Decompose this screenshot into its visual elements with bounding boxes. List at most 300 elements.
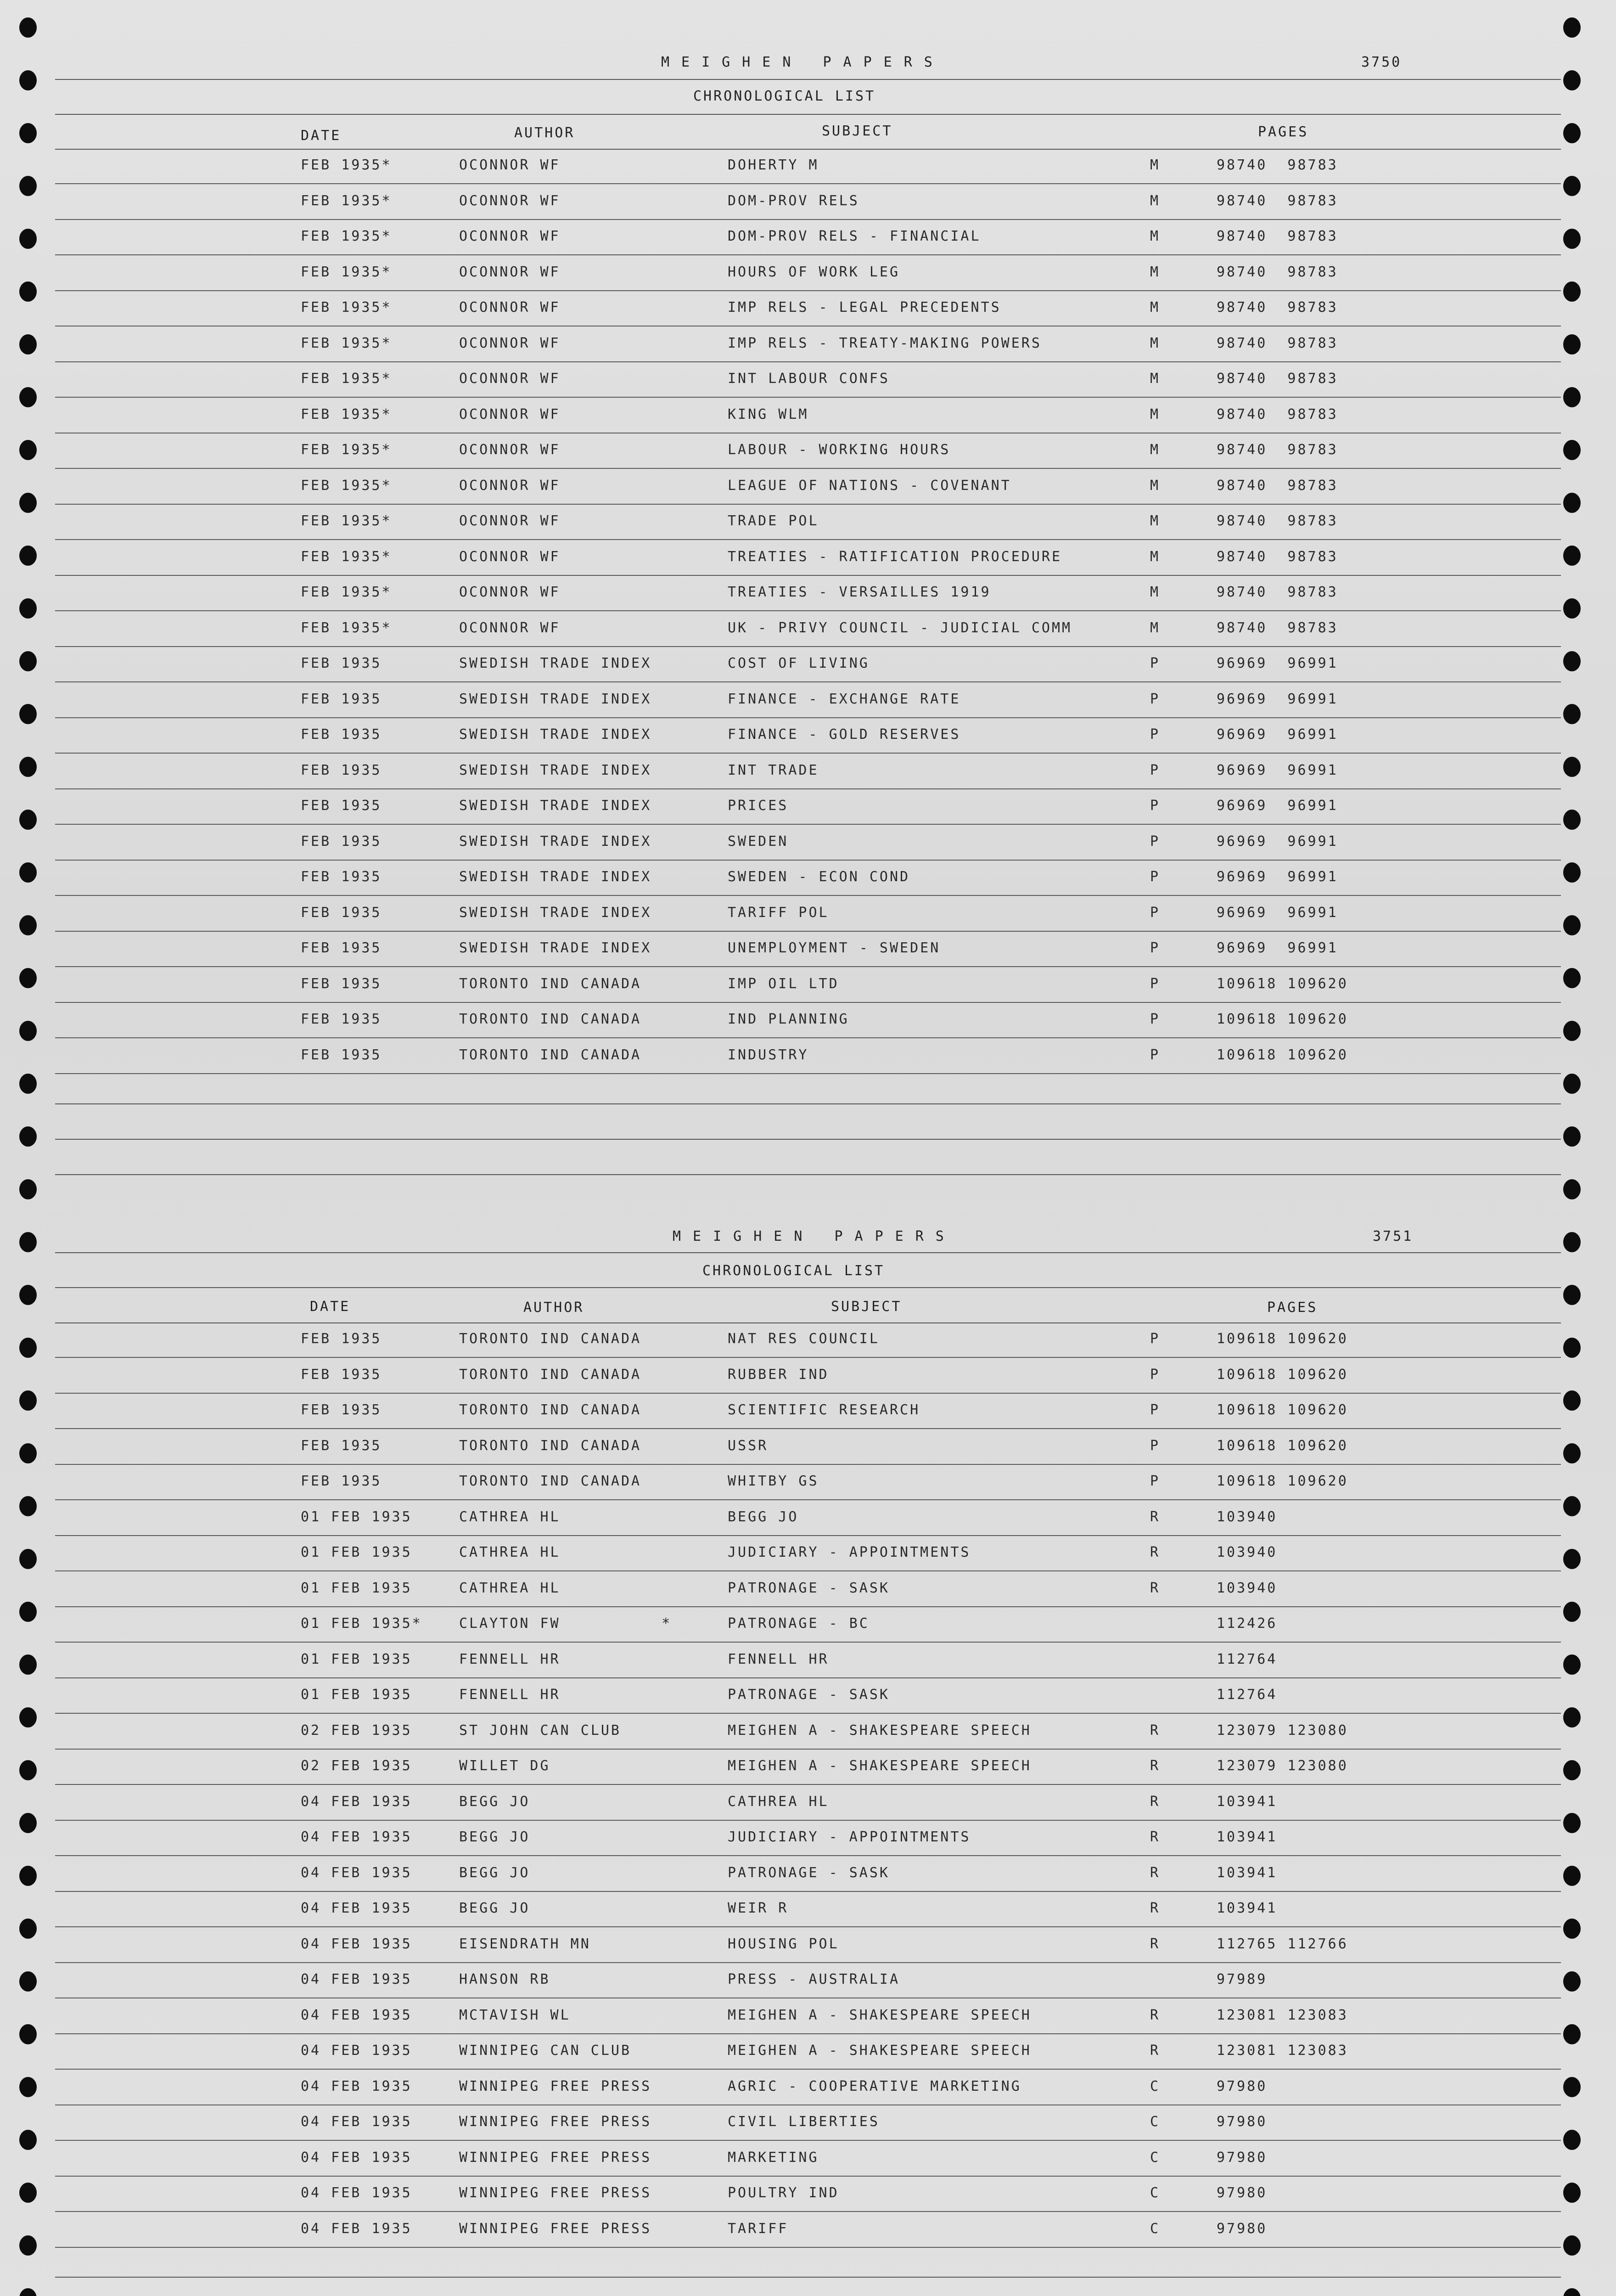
entry-date: FEB 1935 — [301, 833, 382, 850]
table-row — [55, 1999, 1561, 2034]
feed-hole — [1563, 2235, 1581, 2256]
table-row — [55, 2177, 1561, 2212]
rule-line — [55, 1287, 1561, 1288]
page-number: 3750 — [1361, 54, 1402, 70]
entry-pages: 103941 — [1217, 1900, 1278, 1916]
header-date: DATE — [310, 1299, 351, 1315]
entry-date: FEB 1935 — [301, 655, 382, 671]
entry-author: WINNIPEG FREE PRESS — [459, 2220, 652, 2237]
entry-subject: DOM-PROV RELS - FINANCIAL — [728, 228, 981, 244]
entry-subject: TRADE POL — [728, 513, 819, 529]
feed-hole — [19, 1285, 37, 1305]
entry-date: FEB 1935 — [301, 798, 382, 814]
entry-pages: 98740 98783 — [1217, 299, 1338, 315]
entry-date: FEB 1935* — [301, 299, 392, 315]
feed-hole — [19, 1602, 37, 1622]
feed-hole — [19, 862, 37, 883]
header-author: AUTHOR — [523, 1300, 584, 1316]
feed-hole — [1563, 757, 1581, 777]
feed-hole — [19, 546, 37, 566]
entry-date: FEB 1935 — [301, 1366, 382, 1383]
entry-subject: INDUSTRY — [728, 1047, 809, 1063]
entry-author: WINNIPEG FREE PRESS — [459, 2114, 652, 2130]
entry-code: P — [1150, 975, 1161, 992]
feed-hole — [1563, 1602, 1581, 1622]
feed-hole — [1563, 70, 1581, 90]
header-date: DATE — [301, 128, 342, 144]
entry-author: OCONNOR WF — [459, 442, 561, 458]
feed-hole — [1563, 1654, 1581, 1675]
entry-pages: 109618 109620 — [1217, 1473, 1348, 1489]
entry-author: WINNIPEG FREE PRESS — [459, 2149, 652, 2166]
feed-hole — [19, 1866, 37, 1886]
feed-hole — [19, 1443, 37, 1463]
entry-pages: 98740 98783 — [1217, 619, 1338, 636]
entry-subject: PATRONAGE - BC — [728, 1615, 870, 1632]
entry-subject: TARIFF — [728, 2220, 789, 2237]
entry-date: 01 FEB 1935 — [301, 1687, 412, 1703]
entry-code: P — [1150, 655, 1161, 671]
entry-subject: FENNELL HR — [728, 1651, 829, 1667]
table-row — [55, 1465, 1561, 1500]
table-row — [55, 1928, 1561, 1963]
entry-subject: LABOUR - WORKING HOURS — [728, 442, 951, 458]
entry-subject: IMP RELS - TREATY-MAKING POWERS — [728, 335, 1042, 351]
feed-hole — [19, 2130, 37, 2150]
table-row — [55, 1003, 1561, 1038]
entry-author: BEGG JO — [459, 1793, 530, 1810]
feed-hole — [1563, 546, 1581, 566]
page-title: MEIGHEN PAPERS — [673, 1228, 956, 1244]
entry-author: OCONNOR WF — [459, 513, 561, 529]
table-row — [55, 896, 1561, 932]
table-row — [55, 2105, 1561, 2141]
table-row — [55, 932, 1561, 967]
table-row — [55, 683, 1561, 718]
entry-pages: 123079 123080 — [1217, 1722, 1348, 1739]
feed-hole — [1563, 176, 1581, 196]
entry-pages: 98740 98783 — [1217, 513, 1338, 529]
entry-subject: TREATIES - RATIFICATION PROCEDURE — [728, 548, 1062, 565]
entry-code: P — [1150, 1047, 1161, 1063]
entry-date: 01 FEB 1935 — [301, 1544, 412, 1560]
feed-hole — [19, 2024, 37, 2044]
entry-subject: MEIGHEN A - SHAKESPEARE SPEECH — [728, 2007, 1032, 2023]
feed-hole — [1563, 651, 1581, 671]
table-row — [55, 968, 1561, 1003]
entry-code: M — [1150, 228, 1161, 244]
entry-author: SWEDISH TRADE INDEX — [459, 726, 652, 743]
entry-subject: JUDICIARY - APPOINTMENTS — [728, 1829, 971, 1845]
entry-date: 02 FEB 1935 — [301, 1758, 412, 1774]
entry-code: C — [1150, 2078, 1161, 2094]
feed-hole — [1563, 387, 1581, 407]
feed-hole — [1563, 1021, 1581, 1041]
rule-line — [55, 114, 1561, 115]
entry-subject: POULTRY IND — [728, 2185, 839, 2201]
entry-author: HANSON RB — [459, 1971, 550, 1987]
entry-author: OCONNOR WF — [459, 477, 561, 494]
table-row — [55, 1821, 1561, 1856]
entry-code: M — [1150, 584, 1161, 600]
feed-hole — [19, 229, 37, 249]
table-row — [55, 718, 1561, 754]
entry-date: FEB 1935 — [301, 691, 382, 707]
header-pages: PAGES — [1258, 124, 1309, 140]
entry-author: WILLET DG — [459, 1758, 550, 1774]
entry-date: FEB 1935 — [301, 869, 382, 885]
entry-code: C — [1150, 2149, 1161, 2166]
feed-hole — [19, 1496, 37, 1516]
entry-code: M — [1150, 371, 1161, 387]
entry-pages: 96969 96991 — [1217, 655, 1338, 671]
entry-date: FEB 1935* — [301, 477, 392, 494]
entry-author: OCONNOR WF — [459, 619, 561, 636]
entry-date: FEB 1935 — [301, 1331, 382, 1347]
entry-author: ST JOHN CAN CLUB — [459, 1722, 621, 1739]
feed-hole — [1563, 1760, 1581, 1780]
table-row — [55, 1536, 1561, 1571]
entry-date: 04 FEB 1935 — [301, 1793, 412, 1810]
entry-pages: 109618 109620 — [1217, 1047, 1348, 1063]
entry-pages: 96969 96991 — [1217, 869, 1338, 885]
feed-hole — [19, 651, 37, 671]
entry-date: FEB 1935* — [301, 157, 392, 173]
table-row — [55, 2070, 1561, 2105]
entry-subject: TREATIES - VERSAILLES 1919 — [728, 584, 991, 600]
rule-line — [55, 2247, 1561, 2248]
entry-subject: USSR — [728, 1437, 769, 1454]
feed-hole — [19, 915, 37, 935]
entry-pages: 103940 — [1217, 1580, 1278, 1596]
entry-code: M — [1150, 513, 1161, 529]
entry-subject: MARKETING — [728, 2149, 819, 2166]
entry-pages: 97980 — [1217, 2078, 1268, 2094]
entry-pages: 112764 — [1217, 1651, 1278, 1667]
entry-pages: 109618 109620 — [1217, 1366, 1348, 1383]
entry-pages: 109618 109620 — [1217, 1402, 1348, 1418]
entry-date: FEB 1935* — [301, 548, 392, 565]
entry-code: P — [1150, 726, 1161, 743]
entry-author: OCONNOR WF — [459, 548, 561, 565]
entry-pages: 96969 96991 — [1217, 833, 1338, 850]
feed-hole — [19, 1919, 37, 1939]
entry-date: 01 FEB 1935* — [301, 1615, 422, 1632]
feed-hole — [1563, 493, 1581, 513]
feed-hole — [19, 1707, 37, 1728]
list-title: CHRONOLOGICAL LIST — [702, 1263, 885, 1279]
feed-hole — [1563, 704, 1581, 724]
table-row — [55, 433, 1561, 469]
entry-subject: DOHERTY M — [728, 157, 819, 173]
table-row — [55, 2212, 1561, 2248]
entry-author: WINNIPEG CAN CLUB — [459, 2043, 632, 2059]
feed-hole — [1563, 2288, 1581, 2296]
entry-author: OCONNOR WF — [459, 299, 561, 315]
entry-date: FEB 1935* — [301, 335, 392, 351]
entry-subject: HOURS OF WORK LEG — [728, 264, 900, 280]
header-subject: SUBJECT — [822, 123, 893, 139]
entry-author: WINNIPEG FREE PRESS — [459, 2078, 652, 2094]
entry-code: C — [1150, 2185, 1161, 2201]
table-row — [55, 398, 1561, 433]
entry-pages: 109618 109620 — [1217, 1011, 1348, 1027]
entry-date: 04 FEB 1935 — [301, 2114, 412, 2130]
entry-pages: 98740 98783 — [1217, 264, 1338, 280]
entry-author: CATHREA HL — [459, 1580, 561, 1596]
feed-hole — [1563, 915, 1581, 935]
entry-date: 04 FEB 1935 — [301, 2007, 412, 2023]
entry-code: M — [1150, 619, 1161, 636]
entry-subject: CIVIL LIBERTIES — [728, 2114, 880, 2130]
entry-date: 04 FEB 1935 — [301, 1864, 412, 1881]
feed-hole — [19, 1760, 37, 1780]
table-row — [55, 1572, 1561, 1607]
entry-date: FEB 1935 — [301, 1473, 382, 1489]
table-row — [55, 505, 1561, 540]
entry-pages: 98740 98783 — [1217, 335, 1338, 351]
entry-pages: 96969 96991 — [1217, 798, 1338, 814]
table-row — [55, 825, 1561, 861]
entry-date: 01 FEB 1935 — [301, 1651, 412, 1667]
feed-hole — [19, 2077, 37, 2097]
entry-code: P — [1150, 798, 1161, 814]
list-title: CHRONOLOGICAL LIST — [693, 88, 876, 104]
feed-hole — [1563, 1179, 1581, 1199]
feed-hole — [1563, 2130, 1581, 2150]
entry-subject: IMP RELS - LEGAL PRECEDENTS — [728, 299, 1001, 315]
feed-hole — [19, 2183, 37, 2203]
feed-hole — [1563, 1919, 1581, 1939]
feed-hole — [1563, 1390, 1581, 1411]
feed-hole — [19, 2288, 37, 2296]
header-author: AUTHOR — [514, 125, 575, 141]
entry-date: FEB 1935* — [301, 619, 392, 636]
entry-pages: 98740 98783 — [1217, 192, 1338, 209]
feed-hole — [1563, 1443, 1581, 1463]
rule-line — [55, 1174, 1561, 1175]
entry-subject: TARIFF POL — [728, 904, 829, 921]
feed-hole — [19, 123, 37, 143]
entry-author: MCTAVISH WL — [459, 2007, 571, 2023]
feed-hole — [1563, 598, 1581, 619]
feed-hole — [1563, 229, 1581, 249]
entry-author: SWEDISH TRADE INDEX — [459, 691, 652, 707]
entry-author: EISENDRATH MN — [459, 1936, 591, 1952]
entry-pages: 103940 — [1217, 1508, 1278, 1525]
feed-hole — [1563, 1285, 1581, 1305]
entry-author: WINNIPEG FREE PRESS — [459, 2185, 652, 2201]
entry-subject: PATRONAGE - SASK — [728, 1687, 890, 1703]
table-row — [55, 1714, 1561, 1750]
feed-hole — [19, 1338, 37, 1358]
entry-date: FEB 1935 — [301, 726, 382, 743]
entry-pages: 96969 96991 — [1217, 940, 1338, 956]
header-pages: PAGES — [1267, 1300, 1318, 1316]
feed-hole — [19, 1654, 37, 1675]
entry-code: M — [1150, 299, 1161, 315]
entry-date: 04 FEB 1935 — [301, 1936, 412, 1952]
entry-author: BEGG JO — [459, 1900, 530, 1916]
entry-author: TORONTO IND CANADA — [459, 1366, 642, 1383]
rule-line — [55, 1252, 1561, 1253]
entry-pages: 97980 — [1217, 2149, 1268, 2166]
entry-pages: 123079 123080 — [1217, 1758, 1348, 1774]
entry-pages: 109618 109620 — [1217, 1437, 1348, 1454]
entry-date: FEB 1935 — [301, 1047, 382, 1063]
entry-pages: 112764 — [1217, 1687, 1278, 1703]
entry-author: BEGG JO — [459, 1864, 530, 1881]
entry-code: P — [1150, 762, 1161, 778]
entry-code: M — [1150, 406, 1161, 422]
entry-subject: BEGG JO — [728, 1508, 799, 1525]
entry-subject: PATRONAGE - SASK — [728, 1580, 890, 1596]
entry-code: P — [1150, 691, 1161, 707]
entry-pages: 97989 — [1217, 1971, 1268, 1987]
entry-code: C — [1150, 2114, 1161, 2130]
entry-author: SWEDISH TRADE INDEX — [459, 833, 652, 850]
entry-date: 04 FEB 1935 — [301, 2185, 412, 2201]
feed-hole — [1563, 440, 1581, 460]
rule-line — [55, 1073, 1561, 1074]
page-title: MEIGHEN PAPERS — [661, 54, 944, 70]
table-row — [55, 256, 1561, 291]
entry-author: SWEDISH TRADE INDEX — [459, 904, 652, 921]
feed-hole — [19, 1813, 37, 1833]
entry-author: TORONTO IND CANADA — [459, 1011, 642, 1027]
entry-code: R — [1150, 1936, 1161, 1952]
entry-code: R — [1150, 1900, 1161, 1916]
entry-subject: NAT RES COUNCIL — [728, 1331, 880, 1347]
entry-subject: INT LABOUR CONFS — [728, 371, 890, 387]
table-row — [55, 2034, 1561, 2070]
entry-date: FEB 1935 — [301, 1437, 382, 1454]
entry-pages: 97980 — [1217, 2114, 1268, 2130]
entry-code: P — [1150, 1011, 1161, 1027]
entry-author: CATHREA HL — [459, 1508, 561, 1525]
entry-date: FEB 1935 — [301, 975, 382, 992]
entry-subject: MEIGHEN A - SHAKESPEARE SPEECH — [728, 1722, 1032, 1739]
entry-code: M — [1150, 157, 1161, 173]
entry-author: SWEDISH TRADE INDEX — [459, 869, 652, 885]
entry-code: R — [1150, 2007, 1161, 2023]
entry-date: 04 FEB 1935 — [301, 1900, 412, 1916]
entry-code: R — [1150, 1580, 1161, 1596]
table-row — [55, 2141, 1561, 2177]
entry-code: C — [1150, 2220, 1161, 2237]
entry-author: CATHREA HL — [459, 1544, 561, 1560]
entry-subject: MEIGHEN A - SHAKESPEARE SPEECH — [728, 2043, 1032, 2059]
entry-author: OCONNOR WF — [459, 371, 561, 387]
table-row — [55, 576, 1561, 611]
entry-subject: WEIR R — [728, 1900, 789, 1916]
entry-date: FEB 1935* — [301, 371, 392, 387]
entry-code: M — [1150, 548, 1161, 565]
rule-line — [55, 1103, 1561, 1104]
entry-date: 04 FEB 1935 — [301, 2149, 412, 2166]
entry-date: FEB 1935* — [301, 264, 392, 280]
feed-hole — [19, 493, 37, 513]
entry-date: FEB 1935* — [301, 513, 392, 529]
table-row — [55, 647, 1561, 682]
table-row — [55, 1643, 1561, 1678]
feed-hole — [19, 1126, 37, 1147]
entry-pages: 96969 96991 — [1217, 691, 1338, 707]
table-row — [55, 327, 1561, 362]
entry-subject: COST OF LIVING — [728, 655, 870, 671]
entry-subject: CATHREA HL — [728, 1793, 829, 1810]
feed-hole — [1563, 862, 1581, 883]
entry-date: 01 FEB 1935 — [301, 1580, 412, 1596]
entry-pages: 112426 — [1217, 1615, 1278, 1632]
entry-subject: MEIGHEN A - SHAKESPEARE SPEECH — [728, 1758, 1032, 1774]
entry-code: P — [1150, 1437, 1161, 1454]
table-row — [55, 1857, 1561, 1892]
entry-author: SWEDISH TRADE INDEX — [459, 798, 652, 814]
table-row — [55, 754, 1561, 789]
entry-pages: 98740 98783 — [1217, 371, 1338, 387]
feed-hole — [19, 1390, 37, 1411]
feed-hole — [19, 1074, 37, 1094]
entry-author: TORONTO IND CANADA — [459, 1047, 642, 1063]
entry-author: OCONNOR WF — [459, 264, 561, 280]
entry-code: P — [1150, 869, 1161, 885]
entry-pages: 96969 96991 — [1217, 904, 1338, 921]
feed-hole — [1563, 2183, 1581, 2203]
table-row — [55, 1394, 1561, 1429]
entry-code: R — [1150, 1793, 1161, 1810]
entry-pages: 97980 — [1217, 2185, 1268, 2201]
feed-hole — [19, 334, 37, 355]
entry-subject: IMP OIL LTD — [728, 975, 839, 992]
feed-hole — [1563, 1707, 1581, 1728]
entry-pages: 96969 96991 — [1217, 726, 1338, 743]
table-row — [55, 1785, 1561, 1821]
entry-subject: HOUSING POL — [728, 1936, 839, 1952]
entry-code: R — [1150, 2043, 1161, 2059]
feed-hole — [19, 810, 37, 830]
table-row — [55, 612, 1561, 647]
entry-author: TORONTO IND CANADA — [459, 1473, 642, 1489]
entry-pages: 123081 123083 — [1217, 2007, 1348, 2023]
entry-date: 04 FEB 1935 — [301, 2078, 412, 2094]
entry-pages: 103941 — [1217, 1864, 1278, 1881]
table-row — [55, 1429, 1561, 1465]
feed-hole — [1563, 1549, 1581, 1569]
entry-pages: 123081 123083 — [1217, 2043, 1348, 2059]
rule-line — [55, 79, 1561, 80]
entry-author: OCONNOR WF — [459, 584, 561, 600]
entry-author: BEGG JO — [459, 1829, 530, 1845]
table-row — [55, 540, 1561, 576]
feed-hole — [1563, 123, 1581, 143]
entry-pages: 98740 98783 — [1217, 157, 1338, 173]
entry-subject: DOM-PROV RELS — [728, 192, 859, 209]
entry-pages: 112765 112766 — [1217, 1936, 1348, 1952]
header-subject: SUBJECT — [831, 1299, 902, 1315]
table-row — [55, 1678, 1561, 1714]
table-row — [55, 1963, 1561, 1998]
entry-author: SWEDISH TRADE INDEX — [459, 940, 652, 956]
entry-author: OCONNOR WF — [459, 406, 561, 422]
feed-hole — [1563, 17, 1581, 38]
entry-author: TORONTO IND CANADA — [459, 1437, 642, 1454]
entry-code: P — [1150, 1331, 1161, 1347]
entry-author: OCONNOR WF — [459, 228, 561, 244]
entry-subject: FINANCE - EXCHANGE RATE — [728, 691, 961, 707]
table-row — [55, 1322, 1561, 1358]
table-row — [55, 185, 1561, 220]
